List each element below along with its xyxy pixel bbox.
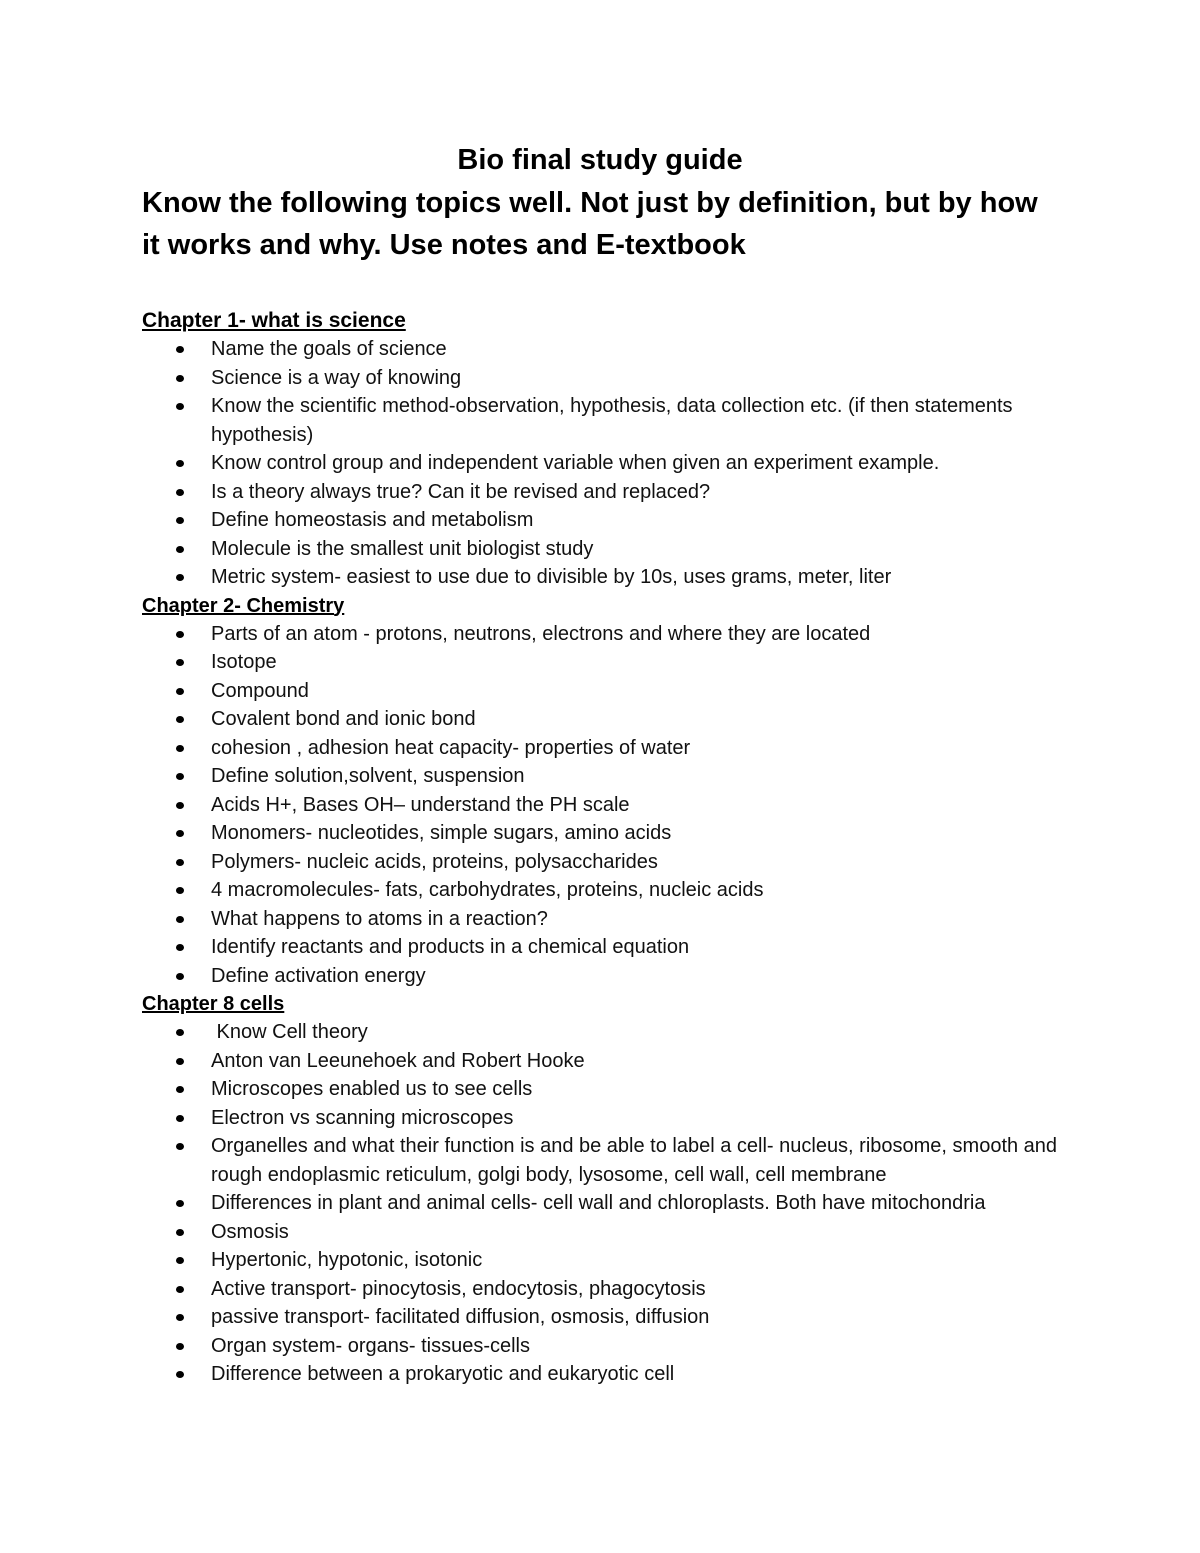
list-item [142, 933, 1063, 962]
bullet-icon [176, 1115, 184, 1122]
bullet-icon [176, 403, 184, 410]
list-item-text: Define activation energy [211, 964, 426, 987]
list-item [142, 1303, 1063, 1332]
list-item-text: Monomers- nucleotides, simple sugars, amino acids [211, 822, 672, 844]
bullet-icon [176, 546, 184, 553]
bullet-icon [176, 659, 184, 666]
bullet-icon [176, 973, 184, 980]
list-item-text: Parts of an atom - protons, neutrons, electrons and where they are located [211, 622, 871, 645]
topic-list [142, 1018, 1082, 1389]
document-subtitle: Know the following topics well. Not just by definition, but by how it works and why. Use notes and E-textbook [142, 187, 1038, 261]
list-item [142, 620, 1063, 649]
chapter-heading: Chapter 2- Chemistry [142, 594, 345, 617]
list-item [142, 876, 1063, 905]
bullet-icon [176, 375, 184, 382]
list-item [142, 506, 1063, 535]
bullet-icon [176, 1086, 184, 1093]
list-item-text: 4 macromolecules- fats, carbohydrates, proteins, nucleic acids [211, 879, 764, 901]
bullet-icon [176, 1058, 184, 1065]
bullet-icon [176, 1229, 184, 1236]
list-item-text: cohesion , adhesion heat capacity- properties of water [211, 736, 691, 759]
bullet-icon [176, 1286, 184, 1293]
list-item [142, 1047, 1063, 1076]
list-item-text: Organ system- organs- tissues-cells [211, 1334, 530, 1357]
bullet-icon [176, 1143, 184, 1150]
bullet-icon [176, 944, 184, 951]
list-item [142, 1189, 1063, 1218]
bullet-icon [176, 1371, 184, 1378]
bullet-icon [176, 517, 184, 524]
list-item [142, 449, 1063, 478]
list-item-text: Define solution,solvent, suspension [211, 765, 525, 787]
list-item-text: Polymers- nucleic acids, proteins, polysaccharides [211, 850, 658, 873]
list-item-text: Organelles and what their function is and be able to label a cell- nucleus, ribosome, smooth and rough endoplasmic reticulum, golgi body, lysosome, cell wall, cell membrane [211, 1135, 1058, 1186]
list-item-text: Science is a way of knowing [211, 366, 462, 389]
list-item-text: Isotope [211, 651, 277, 673]
list-item [142, 535, 1063, 564]
chapter-2-section [142, 592, 1082, 991]
list-item-text: Osmosis [211, 1220, 289, 1243]
list-item [142, 1332, 1063, 1361]
list-item [142, 563, 1063, 592]
list-item [142, 335, 1063, 364]
bullet-icon [176, 574, 184, 581]
list-item-text: Molecule is the smallest unit biologist study [211, 537, 594, 560]
list-item [142, 1360, 1063, 1389]
list-item [142, 478, 1063, 507]
list-item [142, 1246, 1063, 1275]
document-title: Bio final study guide [457, 144, 743, 176]
list-item [142, 1218, 1063, 1247]
list-item-text: Know the scientific method-observation, hypothesis, data collection etc. (if then statements hypothesis) [211, 395, 1013, 446]
bullet-icon [176, 346, 184, 353]
study-guide-content [142, 307, 1082, 1389]
list-item [142, 848, 1063, 877]
list-item [142, 648, 1063, 677]
bullet-icon [176, 1343, 184, 1350]
chapter-heading: Chapter 8 cells [142, 993, 285, 1015]
list-item [142, 1275, 1063, 1304]
bullet-icon [176, 1029, 184, 1036]
list-item-text: What happens to atoms in a reaction? [211, 907, 548, 930]
list-item [142, 819, 1063, 848]
list-item-text: Metric system- easiest to use due to divisible by 10s, uses grams, meter, liter [211, 566, 892, 588]
list-item-text: Compound [211, 679, 309, 702]
list-item [142, 392, 1063, 449]
list-item [142, 677, 1063, 706]
topic-list [142, 620, 1082, 991]
list-item-text: passive transport- facilitated diffusion, osmosis, diffusion [211, 1306, 710, 1328]
bullet-icon [176, 830, 184, 837]
list-item-text: Name the goals of science [211, 338, 447, 360]
list-item-text: Define homeostasis and metabolism [211, 509, 534, 531]
list-item-text: Acids H+, Bases OH– understand the PH scale [211, 793, 630, 816]
list-item [142, 1075, 1063, 1104]
chapter-1-section [142, 307, 1082, 592]
chapter-heading: Chapter 1- what is science [142, 309, 406, 332]
list-item-text: Active transport- pinocytosis, endocytosis, phagocytosis [211, 1277, 706, 1300]
list-item-text: Is a theory always true? Can it be revised and replaced? [211, 480, 711, 503]
bullet-icon [176, 460, 184, 467]
list-item [142, 1104, 1063, 1133]
list-item-text: Hypertonic, hypotonic, isotonic [211, 1249, 483, 1271]
list-item [142, 905, 1063, 934]
bullet-icon [176, 1200, 184, 1207]
bullet-icon [176, 489, 184, 496]
chapter-8-section [142, 990, 1082, 1389]
list-item [142, 1132, 1063, 1189]
bullet-icon [176, 887, 184, 894]
list-item [142, 791, 1063, 820]
list-item [142, 705, 1063, 734]
bullet-icon [176, 802, 184, 809]
list-item-text: Know control group and independent variable when given an experiment example. [211, 452, 940, 474]
bullet-icon [176, 916, 184, 923]
bullet-icon [176, 1314, 184, 1321]
list-item [142, 734, 1063, 763]
list-item [142, 962, 1063, 991]
list-item [142, 364, 1063, 393]
list-item [142, 762, 1063, 791]
list-item-text: Microscopes enabled us to see cells [211, 1078, 533, 1100]
topic-list [142, 335, 1082, 592]
bullet-icon [176, 688, 184, 695]
list-item-text: Know Cell theory [211, 1021, 368, 1043]
bullet-icon [176, 773, 184, 780]
bullet-icon [176, 745, 184, 752]
list-item-text: Differences in plant and animal cells- cell wall and chloroplasts. Both have mitochondria [211, 1192, 986, 1214]
bullet-icon [176, 859, 184, 866]
list-item-text: Covalent bond and ionic bond [211, 708, 476, 730]
list-item-text: Identify reactants and products in a chemical equation [211, 936, 690, 958]
bullet-icon [176, 716, 184, 723]
bullet-icon [176, 1257, 184, 1264]
bullet-icon [176, 631, 184, 638]
list-item-text: Difference between a prokaryotic and eukaryotic cell [211, 1363, 675, 1385]
list-item [142, 1018, 1063, 1047]
list-item-text: Electron vs scanning microscopes [211, 1106, 514, 1129]
list-item-text: Anton van Leeunehoek and Robert Hooke [211, 1049, 585, 1072]
